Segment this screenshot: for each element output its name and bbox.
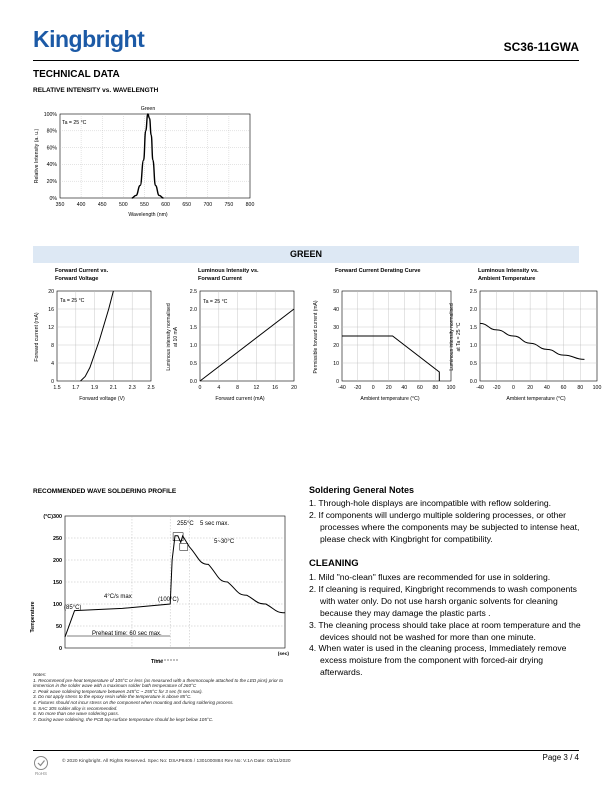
y-tick-label: 40% bbox=[46, 162, 57, 169]
y-tick-label: 0 bbox=[51, 378, 54, 385]
y-tick-label: 2.5 bbox=[189, 288, 197, 295]
cleaning-section bbox=[309, 558, 581, 679]
y-tick-label: 8 bbox=[51, 342, 54, 349]
section-title: TECHNICAL DATA bbox=[33, 69, 120, 80]
soldering-note: 1. Through-hole displays are incompatible with reflow soldering. bbox=[309, 498, 552, 508]
y-tick-label: 30 bbox=[333, 324, 339, 331]
y-tick-label: 2.5 bbox=[469, 288, 477, 295]
annot-wave2: 5~30°C bbox=[214, 539, 235, 545]
chart2-title bbox=[198, 268, 259, 283]
kingbright-logo: Kingbright bbox=[33, 26, 145, 52]
x-tick-label: 100 bbox=[592, 385, 602, 391]
x-tick-label: 650 bbox=[182, 202, 191, 208]
forward-current-chart bbox=[30, 282, 165, 407]
x-tick-label: 550 bbox=[140, 202, 149, 208]
rohs-icon bbox=[33, 755, 61, 777]
y-tick-label: 0 bbox=[336, 378, 339, 385]
annot-peak-time: 5 sec max. bbox=[200, 521, 230, 527]
rohs-label: RoHS bbox=[34, 771, 48, 776]
chart1-ylabel: Forward current (mA) bbox=[34, 312, 40, 362]
y-tick-label: 2.0 bbox=[189, 306, 197, 313]
footer-text: © 2020 Kingbright. All Rights Reserved. Spec No: DSAP8405 / 1301000884 Rev No: V.1A Date: 03/11/2020 bbox=[62, 759, 291, 764]
series-line bbox=[81, 291, 114, 381]
y-tick-label: 0.0 bbox=[469, 378, 477, 385]
annot-peak: 255°C bbox=[177, 521, 194, 527]
y-tick-label: 0% bbox=[49, 195, 57, 202]
solder-profile-title: RECOMMENDED WAVE SOLDERING PROFILE bbox=[33, 488, 177, 495]
footnotes bbox=[33, 672, 303, 722]
header-divider bbox=[33, 60, 579, 61]
annot-pre-top: (100°C) bbox=[158, 597, 179, 603]
footnote: 3. Do not apply stress to the epoxy resin while the temperature is above 85°C. bbox=[33, 694, 192, 700]
y-tick-label: 40 bbox=[333, 306, 339, 313]
solder-xunit: (sec) bbox=[277, 652, 289, 657]
x-tick-label: 2.5 bbox=[147, 385, 155, 391]
x-tick-label: 80 bbox=[432, 385, 439, 391]
x-tick-label: 500 bbox=[119, 202, 128, 208]
x-tick-label: 2.1 bbox=[109, 385, 118, 391]
green-band-title: GREEN bbox=[289, 249, 322, 259]
x-tick-label: 40 bbox=[543, 385, 550, 391]
chart3-ylabel: Permissible forward current (mA) bbox=[313, 300, 319, 374]
plot-frame bbox=[57, 291, 151, 381]
x-tick-label: -20 bbox=[492, 385, 501, 391]
x-tick-label: 2.3 bbox=[128, 385, 136, 391]
x-tick-label: 450 bbox=[97, 202, 107, 208]
spectrum-series-label: Green bbox=[140, 106, 156, 112]
y-tick-label: 200 bbox=[53, 558, 62, 564]
y-tick-label: 0.5 bbox=[189, 360, 197, 367]
cleaning-item: 2. If cleaning is required, Kingbright recommends to wash components with water only. Do not use harsh organic solvents for cleaning because they may damage the plastic parts . bbox=[309, 583, 577, 618]
spectrum-condition: Ta = 25 °C bbox=[62, 120, 87, 126]
chart4-ylabel-line2: at Ta = 25 °C bbox=[456, 322, 462, 352]
profile-line bbox=[65, 536, 285, 637]
annot-ramp: 4°C/s max bbox=[104, 594, 132, 600]
x-tick-label: 60 bbox=[560, 385, 567, 391]
x-tick-label: 60 bbox=[416, 385, 423, 391]
chart3-title-line1: Forward Current Derating Curve bbox=[335, 268, 421, 274]
x-tick-label: 750 bbox=[224, 202, 234, 208]
series-line bbox=[480, 323, 584, 359]
y-tick-label: 0 bbox=[59, 646, 62, 652]
y-tick-label: 12 bbox=[48, 324, 54, 331]
y-tick-label: 80% bbox=[46, 128, 57, 135]
y-tick-label: 50 bbox=[56, 624, 62, 630]
y-tick-label: 1.5 bbox=[189, 324, 197, 331]
y-tick-label: 20 bbox=[48, 288, 54, 295]
x-tick-label: 400 bbox=[76, 202, 86, 208]
chart3-xlabel: Ambient temperature (°C) bbox=[360, 396, 420, 402]
y-tick-label: 150 bbox=[53, 580, 62, 586]
solder-ylabel: Temperature bbox=[30, 601, 36, 633]
y-tick-label: 1.0 bbox=[189, 342, 197, 349]
chart4-ylabel-line1: Luminous intensity normalised bbox=[449, 303, 455, 371]
spectrum-title: RELATIVE INTENSITY vs. WAVELENGTH bbox=[33, 87, 159, 94]
x-tick-label: 20 bbox=[291, 385, 297, 391]
soldering-notes-title: Soldering General Notes bbox=[309, 485, 415, 495]
cleaning-title: CLEANING bbox=[309, 558, 359, 569]
luminous-vs-current-chart bbox=[166, 282, 305, 407]
chart2-ylabel-line1: Luminous intensity normalised bbox=[166, 303, 172, 371]
x-tick-label: 700 bbox=[203, 202, 213, 208]
page-number: Page 3 / 4 bbox=[542, 753, 579, 762]
solder-profile-chart bbox=[30, 505, 295, 670]
y-tick-label: 250 bbox=[53, 536, 62, 542]
footer-divider bbox=[33, 750, 579, 751]
chart4-title-line1: Luminous Intensity vs. bbox=[478, 268, 539, 274]
footnote: 5. SAC 305 solder alloy is recommended. bbox=[33, 705, 118, 711]
x-tick-label: 80 bbox=[577, 385, 584, 391]
chart1-title bbox=[55, 268, 108, 283]
y-tick-label: 100 bbox=[53, 602, 62, 608]
x-tick-label: -40 bbox=[338, 385, 346, 391]
cleaning-item: 4. When water is used in the cleaning process, Immediately remove excess moisture from the component with forced-air drying afterwards. bbox=[309, 643, 567, 678]
chart1-xlabel: Forward voltage (V) bbox=[79, 396, 125, 402]
x-tick-label: 0 bbox=[511, 385, 515, 391]
chart3-title bbox=[335, 268, 420, 276]
chart2-title-line1: Luminous Intensity vs. bbox=[198, 268, 259, 274]
footnote: 7. During wave soldering, the PCB top-surface temperature should be kept below 105°C. bbox=[33, 716, 214, 722]
x-tick-label: 600 bbox=[161, 202, 170, 208]
spectrum-xlabel: Wavelength (nm) bbox=[128, 212, 168, 218]
y-tick-label: 2.0 bbox=[469, 306, 477, 313]
y-tick-label: 20% bbox=[46, 179, 57, 185]
plot-frame bbox=[480, 291, 597, 381]
x-tick-label: 20 bbox=[527, 385, 534, 391]
x-tick-label: 800 bbox=[245, 202, 255, 208]
x-tick-label: 1.9 bbox=[90, 385, 99, 391]
y-tick-label: 60% bbox=[46, 145, 57, 152]
x-tick-label: 16 bbox=[272, 385, 279, 391]
chart2-ylabel-line2: at 10 mA bbox=[173, 326, 179, 348]
footnote: 2. Peak wave soldering temperature between 245°C ~ 255°C for 3 sec (5 sec max). bbox=[33, 688, 203, 694]
x-tick-label: 12 bbox=[253, 385, 260, 391]
cleaning-item: 1. Mild "no-clean" fluxes are recommended for use in soldering. bbox=[309, 572, 551, 582]
y-tick-label: 20 bbox=[333, 342, 339, 349]
spectrum-ylabel: Relative Intensity (a. u.) bbox=[34, 128, 40, 184]
x-tick-label: 8 bbox=[236, 385, 240, 391]
y-tick-label: 0.0 bbox=[189, 378, 197, 385]
chart1-condition: Ta = 25 °C bbox=[60, 298, 85, 304]
wave2-box bbox=[180, 543, 188, 550]
x-tick-label: 0 bbox=[371, 385, 375, 391]
x-tick-label: -40 bbox=[476, 385, 484, 391]
x-tick-label: 0 bbox=[198, 385, 202, 391]
part-number: SC36-11GWA bbox=[503, 40, 579, 54]
x-tick-label: 350 bbox=[55, 202, 65, 208]
solder-xlabel: Time bbox=[150, 659, 164, 665]
chart1-title-line2: Forward Voltage bbox=[55, 275, 99, 282]
footnote: 6. No more than one wave soldering pass. bbox=[33, 711, 120, 717]
footnote: 1. Recommend pre-heat temperature of 105°C or less (as measured with a thermocouple attached to the LED pins) prior to immersion in the solder wave with a maximum solder bath temperature of 260°C bbox=[33, 677, 284, 689]
annot-preheat: Preheat time: 60 sec max. bbox=[92, 631, 162, 637]
y-tick-label: 4 bbox=[51, 360, 54, 367]
luminous-vs-temp-chart bbox=[449, 282, 608, 407]
x-tick-label: 40 bbox=[401, 385, 408, 391]
chart4-title-line2: Ambient Temperature bbox=[478, 275, 536, 282]
soldering-notes bbox=[309, 485, 581, 546]
y-tick-label: 16 bbox=[48, 306, 54, 313]
x-tick-label: 20 bbox=[385, 385, 392, 391]
series-line bbox=[342, 336, 439, 381]
y-tick-label: 1.5 bbox=[469, 324, 477, 331]
footnote: 4. Fixtures should not incur stress on the component when mounting and during soldering process. bbox=[33, 699, 234, 705]
chart1-title-line1: Forward Current vs. bbox=[55, 268, 109, 274]
cleaning-item: 3. The cleaning process should take place at room temperature and the devices should not be washed for more than one minute. bbox=[309, 619, 581, 642]
y-tick-label: (°C)300 bbox=[43, 514, 62, 520]
y-tick-label: 10 bbox=[333, 360, 339, 367]
derating-curve-chart bbox=[310, 282, 460, 407]
x-tick-label: -20 bbox=[353, 385, 362, 391]
chart4-title bbox=[478, 268, 539, 283]
y-tick-label: 100% bbox=[43, 111, 57, 118]
footnotes-title: Notes: bbox=[33, 672, 47, 677]
annot-pre-bottom: (85°C) bbox=[64, 605, 82, 611]
chart2-title-line2: Forward Current bbox=[198, 275, 242, 282]
x-tick-label: 100 bbox=[446, 385, 456, 391]
chart2-xlabel: Forward current (mA) bbox=[215, 396, 265, 402]
x-tick-label: 4 bbox=[217, 385, 221, 391]
chart4-xlabel: Ambient temperature (°C) bbox=[506, 396, 566, 402]
chart2-condition: Ta = 25 °C bbox=[203, 299, 228, 305]
y-tick-label: 50 bbox=[333, 288, 339, 295]
series-line bbox=[132, 114, 164, 198]
y-tick-label: 1.0 bbox=[469, 342, 477, 349]
x-tick-label: 1.7 bbox=[72, 385, 80, 391]
x-tick-label: 1.5 bbox=[53, 385, 61, 391]
spectrum-chart bbox=[30, 100, 270, 225]
soldering-note: 2. If components will undergo multiple soldering processes, or other processes where the components may be subjected to intense heat, please check with Kingbright for compatibility. bbox=[309, 509, 580, 544]
y-tick-label: 0.5 bbox=[469, 360, 477, 367]
